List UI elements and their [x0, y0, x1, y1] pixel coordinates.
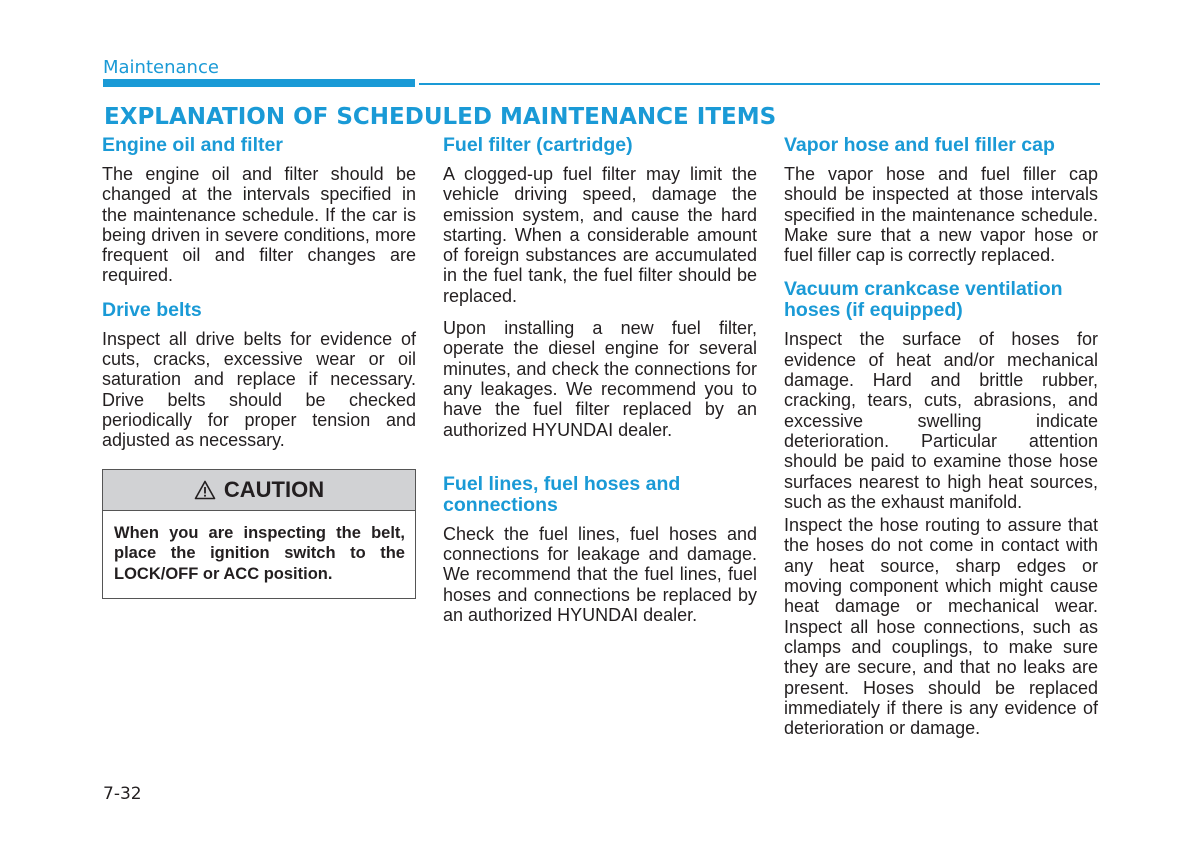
column-1: [102, 135, 416, 599]
heading-vacuum-hoses: Vacuum crankcase ventilation hoses (if equipped): [784, 278, 1063, 322]
caution-body: When you are inspecting the belt, place the ignition switch to the LOCK/OFF or ACC position.: [114, 523, 405, 583]
heading-drive-belts: Drive belts: [102, 298, 202, 321]
body-vacuum-hoses-2: Inspect the hose routing to assure that the hoses do not come in contact with any heat source, sharp edges or moving component which might cause heat damage or mechanical wear. Inspect all hose connections, such as clamps and couplings, to make sure they are secure, and that no leaks are present. Hoses should be replaced immediately if there is any evidence of deterioration or damage.: [784, 515, 1098, 739]
header-rule-thick: [103, 79, 415, 87]
heading-fuel-filter: Fuel filter (cartridge): [443, 134, 633, 156]
caution-header: [103, 470, 415, 511]
body-fuel-filter-2: Upon installing a new fuel filter, operate the diesel engine for several minutes, and check the connections for any leakages. We recommend you to have the fuel filter replaced by an authorized HYUNDAI dealer.: [443, 318, 757, 440]
body-vapor-hose: The vapor hose and fuel filler cap should be inspected at those intervals specified in the maintenance schedule. Make sure that a new vapor hose or fuel filler cap is correctly replaced.: [784, 164, 1098, 266]
body-engine-oil: The engine oil and filter should be changed at the intervals specified in the maintenance schedule. If the car is being driven in severe conditions, more frequent oil and filter changes are required.: [102, 164, 416, 286]
caution-title: CAUTION: [223, 476, 325, 502]
spacer: [443, 454, 757, 474]
heading-vapor-hose: Vapor hose and fuel filler cap: [784, 134, 1055, 156]
caution-box: [102, 469, 416, 600]
heading-engine-oil: Engine oil and filter: [102, 134, 283, 156]
section-label: Maintenance: [103, 57, 219, 78]
body-drive-belts: Inspect all drive belts for evidence of cuts, cracks, excessive wear or oil saturation and replace if necessary. Drive belts should be checked periodically for proper tension and adjusted as necessary.: [102, 328, 416, 451]
page-title: EXPLANATION OF SCHEDULED MAINTENANCE ITEMS: [104, 104, 777, 130]
column-3: [784, 135, 1098, 752]
page-number: 7-32: [103, 784, 142, 804]
warning-triangle-icon: [194, 480, 216, 500]
header-rule-thin: [419, 83, 1100, 85]
column-2: [443, 135, 757, 639]
body-fuel-filter-1: A clogged-up fuel filter may limit the vehicle driving speed, damage the emission system, and cause the hard starting. When a considerable amount of foreign substances are accumulated in the fuel tank, the fuel filter should be replaced.: [443, 164, 757, 306]
body-fuel-lines: Check the fuel lines, fuel hoses and connections for leakage and damage. We recommend that the fuel lines, fuel hoses and connections be replaced by an authorized HYUNDAI dealer.: [443, 523, 757, 626]
body-vacuum-hoses-1: Inspect the surface of hoses for evidence of heat and/or mechanical damage. Hard and brittle rubber, cracking, tears, cuts, abrasions, and excessive swelling indicate deterioration. Particular attention should be paid to examine those hose surfaces nearest to high heat sources, such as the exhaust manifold.: [784, 329, 1098, 512]
heading-fuel-lines: Fuel lines, fuel hoses and connections: [443, 472, 681, 516]
